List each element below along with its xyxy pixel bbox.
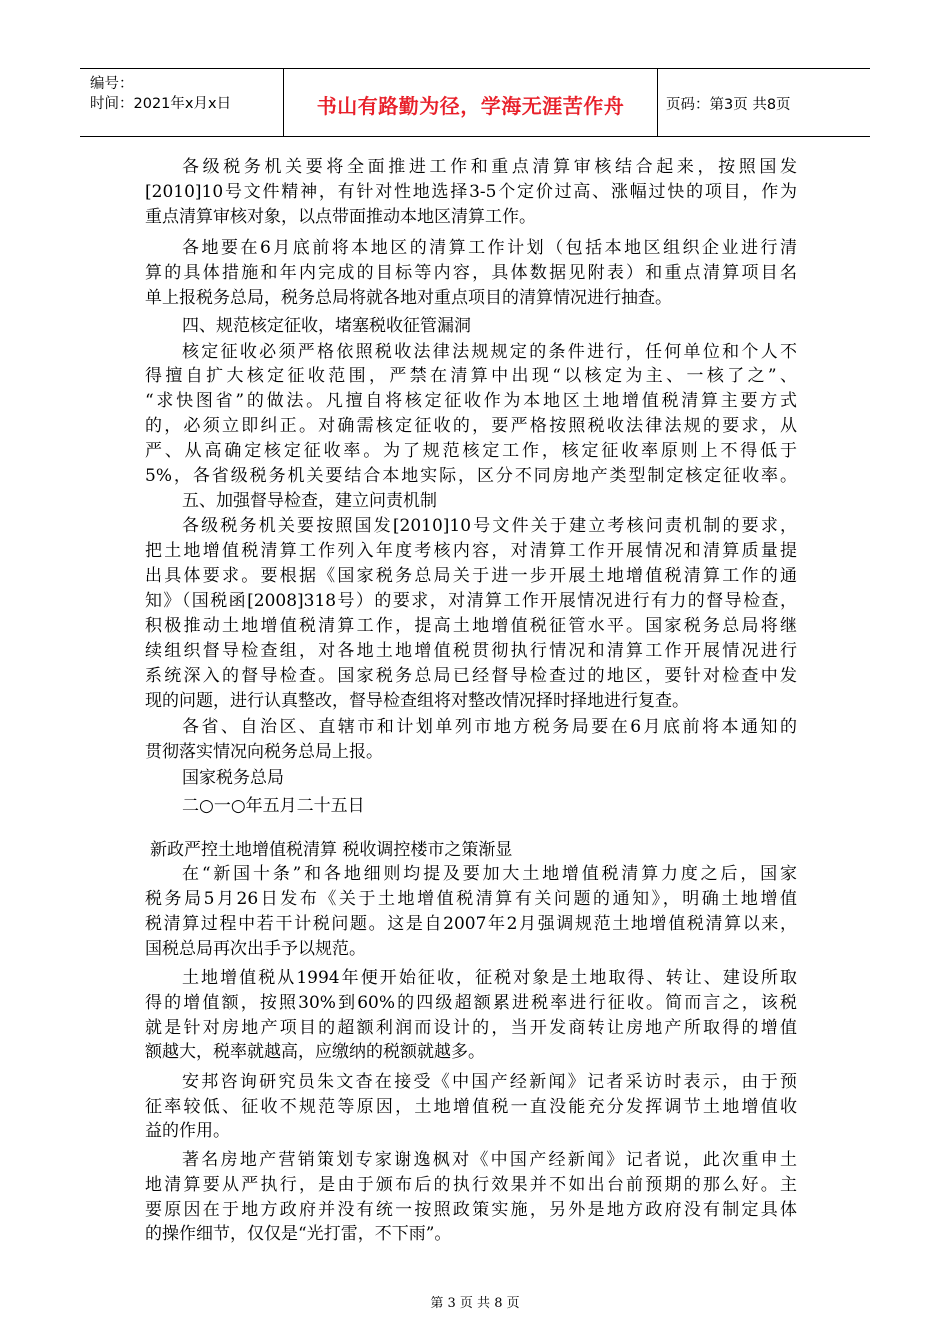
document-time-label: 时间：2021年x月x日 [90, 96, 232, 112]
body-text-line: 把土地增值税清算工作列入年度考核内容，对清算工作开展情况和清算质量提 [145, 541, 797, 561]
body-text-line: 核定征收必须严格依照税收法律法规规定的条件进行，任何单位和个人不 [182, 342, 797, 362]
header-page-info: 页码：第3页 共8页 [666, 97, 791, 113]
document-number-label: 编号： [90, 76, 134, 92]
body-text-line: 五、加强督导检查，建立问责机制 [182, 491, 437, 511]
body-text-line: 著名房地产营销策划专家谢逸枫对《中国产经新闻》记者说，此次重申土 [182, 1150, 797, 1170]
body-text-line: 益的作用。 [145, 1121, 230, 1141]
body-text-line: 二○一○年五月二十五日 [182, 796, 365, 816]
body-text-line: 单上报税务总局，税务总局将就各地对重点项目的清算情况进行抽查。 [145, 288, 672, 308]
body-text-line: 知》（国税函[2008]318号）的要求，对清算工作开展情况进行有力的督导检查， [145, 591, 797, 611]
body-text-line: 系统深入的督导检查。国家税务总局已经督导检查过的地区，要针对检查中发 [145, 666, 797, 686]
header-motto: 书山有路勤为径，学海无涯苦作舟 [316, 94, 625, 118]
body-text-line: 各级税务机关要按照国发[2010]10号文件关于建立考核问责机制的要求， [182, 516, 797, 536]
body-text-line: 严、从高确定核定征收率。为了规范核定工作，核定征收率原则上不得低于 [145, 441, 797, 461]
body-text-line: 四、规范核定征收，堵塞税收征管漏洞 [182, 316, 471, 336]
body-text-line: 税务局5月26日发布《关于土地增值税清算有关问题的通知》，明确土地增值 [145, 889, 797, 909]
body-text-line: 各地要在6月底前将本地区的清算工作计划（包括本地区组织企业进行清 [182, 238, 797, 258]
body-text-line: 的，必须立即纠正。对确需核定征收的，要严格按照税收法律法规的要求，从 [145, 416, 797, 436]
body-text-line: 5%，各省级税务机关要结合本地实际，区分不同房地产类型制定核定征收率。 [145, 466, 797, 486]
body-text-line: 得的增值额，按照30%到60%的四级超额累进税率进行征收。简而言之，该税 [145, 993, 797, 1013]
body-text-line: 安邦咨询研究员朱文杳在接受《中国产经新闻》记者采访时表示，由于预 [182, 1072, 797, 1092]
body-text-line: “求快图省”的做法。凡擅自将核定征收作为本地区土地增值税清算主要方式 [145, 391, 797, 411]
body-text-line: 各级税务机关要将全面推进工作和重点清算审核结合起来，按照国发 [182, 157, 797, 177]
page-footer: 第 3 页 共 8 页 [430, 1296, 520, 1311]
body-text-line: 征率较低、征收不规范等原因，土地增值税一直没能充分发挥调节土地增值收 [145, 1097, 797, 1117]
body-text-line: 重点清算审核对象，以点带面推动本地区清算工作。 [145, 207, 536, 227]
body-text-line: 现的问题，进行认真整改，督导检查组将对整改情况择时择地进行复查。 [145, 691, 689, 711]
body-text-line: 续组织督导检查组，对各地土地增值税贯彻执行情况和清算工作开展情况进行 [145, 641, 797, 661]
body-text-line: 要原因在于地方政府并没有统一按照政策实施，另外是地方政府没有制定具体 [145, 1200, 797, 1220]
body-text-line: 国税总局再次出手予以规范。 [145, 939, 366, 959]
body-text-line: 在“新国十条”和各地细则均提及要加大土地增值税清算力度之后，国家 [182, 864, 797, 884]
body-text-line: 税清算过程中若干计税问题。这是自2007年2月强调规范土地增值税清算以来， [145, 914, 797, 934]
article-title: 新政严控土地增值税清算 税收调控楼市之策渐显 [150, 840, 513, 860]
body-text-line: 的操作细节，仅仅是“光打雷，不下雨”。 [145, 1224, 452, 1244]
body-text-line: 各省、自治区、直辖市和计划单列市地方税务局要在6月底前将本通知的 [182, 717, 797, 737]
body-text-line: 就是针对房地产项目的超额利润而设计的，当开发商转让房地产所取得的增值 [145, 1018, 797, 1038]
body-text-line: 国家税务总局 [182, 768, 284, 788]
body-text-line: 额越大，税率就越高，应缴纳的税额就越多。 [145, 1042, 485, 1062]
body-text-line: 积极推动土地增值税清算工作，提高土地增值税征管水平。国家税务总局将继 [145, 616, 797, 636]
body-text-line: [2010]10号文件精神，有针对性地选择3-5个定价过高、涨幅过快的项目，作为 [145, 182, 797, 202]
body-text-line: 地清算要从严执行，是由于颁布后的执行效果并不如出台前预期的那么好。主 [145, 1175, 797, 1195]
body-text-line: 出具体要求。要根据《国家税务总局关于进一步开展土地增值税清算工作的通 [145, 566, 797, 586]
body-text-line: 贯彻落实情况向税务总局上报。 [145, 742, 383, 762]
body-text-line: 算的具体措施和年内完成的目标等内容，具体数据见附表）和重点清算项目名 [145, 263, 797, 283]
body-text-line: 得擅自扩大核定征收范围，严禁在清算中出现“以核定为主、一核了之”、 [145, 366, 797, 386]
body-text-line: 土地增值税从1994年便开始征收，征税对象是土地取得、转让、建设所取 [182, 968, 797, 988]
